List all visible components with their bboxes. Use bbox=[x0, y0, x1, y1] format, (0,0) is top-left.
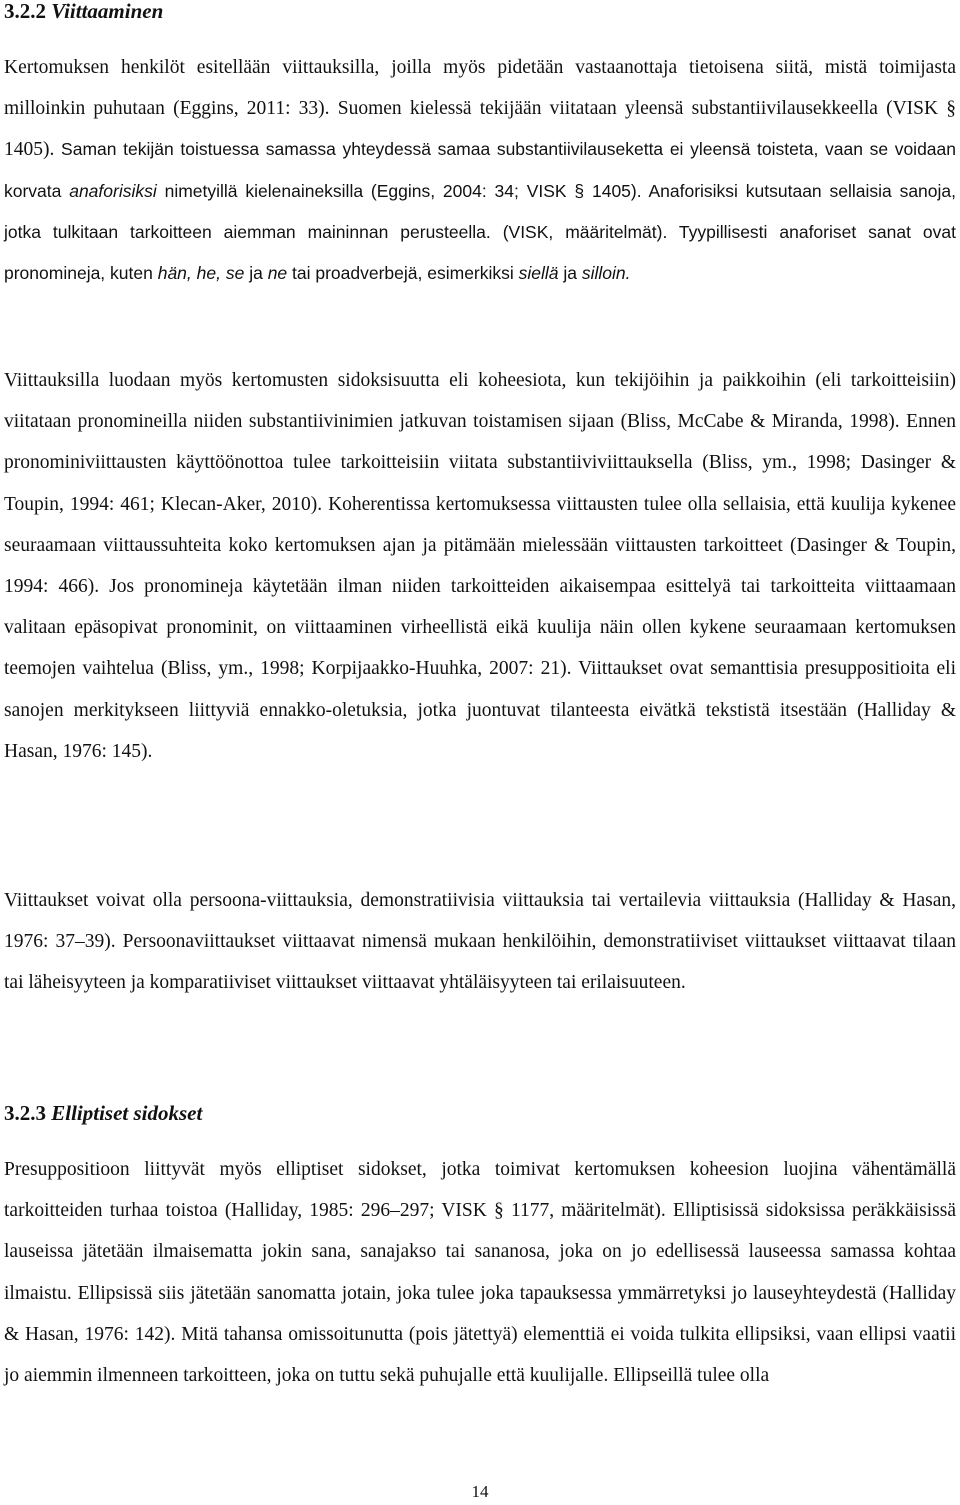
subsection-heading bbox=[4, 1101, 202, 1125]
subsection-title: Elliptiset sidokset bbox=[51, 1101, 203, 1125]
conjunction: ja bbox=[244, 263, 268, 284]
term-anaphoric: anaforisiksi bbox=[69, 180, 157, 201]
conjunction: ja bbox=[558, 263, 582, 284]
paragraph-text: Kertomuksen henkilöt esitellään viittauksilla, joilla myös pidetään vastaanottaja tietoisena siitä, mistä toimijasta milloinkin puhutaan (Eggins, 2011: 33). Suomen kielessä tekijään viitataan yleensä substantiivilausekkeella (VISK § 1405). bbox=[4, 57, 956, 161]
page-number: 14 bbox=[471, 1482, 489, 1501]
section-heading bbox=[4, 0, 163, 23]
section-number: 3.2.2 bbox=[4, 0, 46, 23]
subsection-number: 3.2.3 bbox=[4, 1101, 46, 1125]
example-silloin: silloin. bbox=[581, 263, 631, 284]
example-pronouns: hän, he, se bbox=[157, 263, 245, 284]
paragraph-text: Saman tekijän toistuessa samassa yhteydessä samaa substantiivilauseketta ei yleensä toisteta, vaan se voidaan korvata bbox=[4, 139, 956, 201]
paragraph-reference-types: Viittaukset voivat olla persoona-viittauksia, demonstratiivisia viittauksia tai vertailevia viittauksia (Halliday & Hasan, 1976: 37–39). Persoonaviittaukset viittaavat nimensä mukaan henkilöihin, demonstratiiviset viittaukset viittaavat tilaan tai läheisyyteen ja komparatiiviset viittaukset viittaavat yhtäläisyyteen tai erilaisuuteen. bbox=[4, 890, 956, 994]
example-pronoun-ne: ne bbox=[267, 263, 288, 284]
example-siella: siellä bbox=[518, 263, 559, 284]
paragraph-text: nimetyillä kielenaineksilla (Eggins, 2004: 34; VISK § 1405). Anaforisiksi kutsutaan sellaisia sanoja, jotka tulkitaan tarkoitteen aiemman maininnan perusteella. (VISK, määritelmät). Tyypillisesti anaforiset sanat ovat pronomineja, kuten bbox=[4, 180, 956, 284]
paragraph-cohesion: Viittauksilla luodaan myös kertomusten sidoksisuutta eli koheesiota, kun tekijöihin ja paikkoihin (eli tarkoitteisiin) viitataan pronomineilla niiden substantiivinimien jatkuvan toistamisen sijaan (Bliss, McCabe & Miranda, 1998). Ennen pronominiviittausten käyttöönottoa tulee tarkoitteisiin viitata substantiiviviittauksella (Bliss, ym., 1998; Dasinger & Toupin, 1994: 461; Klecan-Aker, 2010). Koherentissa kertomuksessa viittausten tulee olla sellaisia, että kuulija kykenee seuraamaan viittaussuhteita koko kertomuksen ajan ja pitämään mielessään viittausten tarkoitteet (Dasinger & Toupin, 1994: 466). Jos pronomineja käytetään ilman niiden tarkoitteiden aikaisempaa esittelyä tai tarkoitteita viittaamaan valitaan epäsopivat pronominit, on viittaaminen virheellistä eikä kuulija näin ollen kykene seuraamaan kertomuksen teemojen vaihtelua (Bliss, ym., 1998; Korpijaakko-Huuhka, 2007: 21). Viittaukset ovat semanttisia presuppositioita eli sanojen merkitykseen liittyviä ennakko-oletuksia, jotka juontuvat tilanteesta eivätkä tekstistä itsestään (Halliday & Hasan, 1976: 145). bbox=[4, 370, 956, 762]
paragraph-ellipsis: Presuppositioon liittyvät myös elliptiset sidokset, jotka toimivat kertomuksen koheesion luojina vähentämällä tarkoitteiden turhaa toistoa (Halliday, 1985: 296–297; VISK § 1177, määritelmät). Elliptisissä sidoksissa peräkkäisissä lauseissa jätetään ilmaisematta jokin sana, sanajakso tai sananosa, joka on jo edellisessä lauseessa samassa kohtaa ilmaistu. Ellipsissä siis jätetään sanomatta jotain, joka tulee joka tapauksessa ymmärretyksi jo lauseyhteydestä (Halliday & Hasan, 1976: 142). Mitä tahansa omissoitunutta (pois jätettyä) elementtiä ei voida tulkita ellipsiksi, vaan ellipsi vaatii jo aiemmin ilmenneen tarkoitteen, joka on tuttu sekä puhujalle että kuulijalle. Ellipseillä tulee olla bbox=[4, 1159, 956, 1387]
section-title: Viittaaminen bbox=[51, 0, 164, 23]
paragraph-text: tai proadverbejä, esimerkiksi bbox=[287, 263, 519, 284]
paragraph-references-intro bbox=[4, 47, 956, 294]
